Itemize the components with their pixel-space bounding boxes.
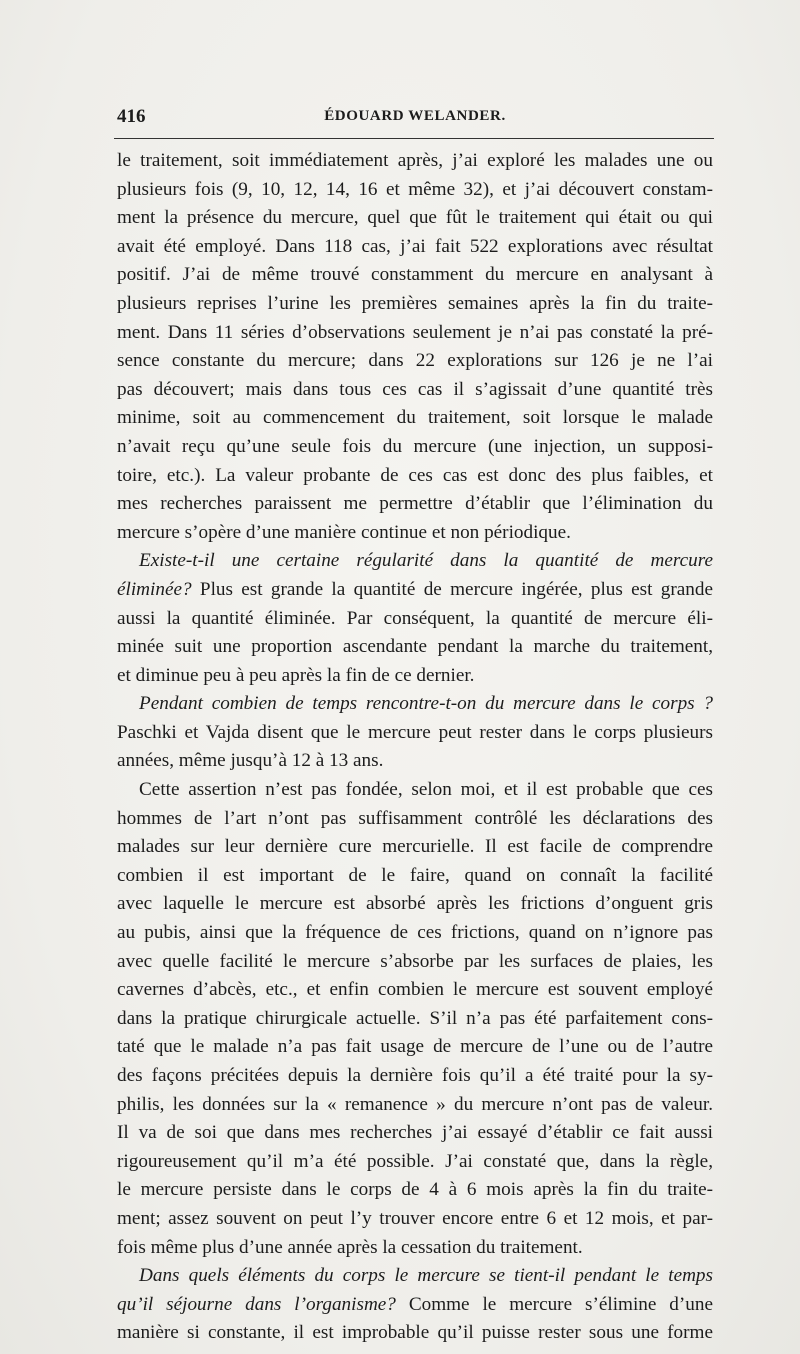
text-run: minée suit une proportion ascendante pendant la marche du traitement,: [117, 636, 713, 658]
text-run: ment la présence du mercure, quel que fût le traitement qui était ou qui: [117, 207, 713, 229]
text-run: plusieurs fois (9, 10, 12, 14, 16 et même 32), et j’ai découvert constam-: [117, 178, 713, 200]
text-line: [117, 519, 713, 548]
text-line: [117, 719, 713, 748]
text-run: mercure s’opère d’une manière continue et non périodique.: [117, 521, 571, 543]
text-run: le mercure persiste dans le corps de 4 à 6 mois après la fin du traite-: [117, 1179, 713, 1201]
page-number: 416: [117, 106, 146, 127]
text-line: [117, 347, 713, 376]
text-line: [117, 147, 713, 176]
text-run: mes recherches paraissent me permettre d’établir que l’élimination du: [117, 493, 713, 515]
text-line: [117, 662, 713, 691]
text-line: [117, 1262, 713, 1291]
italic-text: éliminée?: [117, 578, 192, 600]
text-run: fois même plus d’une année après la cessation du traitement.: [117, 1236, 583, 1258]
text-run: ment; assez souvent on peut l’y trouver encore entre 6 et 12 mois, et par-: [117, 1207, 713, 1229]
text-line: [117, 319, 713, 348]
text-line: [117, 862, 713, 891]
text-line: [117, 776, 713, 805]
text-line: [117, 1234, 713, 1263]
text-run: et diminue peu à peu après la fin de ce dernier.: [117, 664, 475, 686]
text-run: hommes de l’art n’ont pas suffisamment contrôlé les déclarations des: [117, 807, 713, 829]
text-line: [117, 1119, 713, 1148]
body-text: [117, 147, 713, 1348]
text-line: [117, 1319, 713, 1348]
text-run: dans la pratique chirurgicale actuelle. S’il n’a pas été parfaitement cons-: [117, 1007, 713, 1029]
text-line: [117, 1062, 713, 1091]
text-line: [117, 1205, 713, 1234]
text-run: avec quelle facilité le mercure s’absorbe par les surfaces de plaies, les: [117, 950, 713, 972]
text-run: n’avait reçu qu’une seule fois du mercure (une injection, un supposi-: [117, 435, 713, 457]
header-rule: [114, 138, 714, 139]
text-run: aussi la quantité éliminée. Par conséquent, la quantité de mercure éli-: [117, 607, 713, 629]
text-line: [117, 1148, 713, 1177]
text-line: [117, 919, 713, 948]
text-run: des façons précitées depuis la dernière fois qu’il a été traité pour la sy-: [117, 1065, 713, 1086]
text-run: Il va de soi que dans mes recherches j’ai essayé d’établir ce fait aussi: [117, 1122, 713, 1144]
text-run: avait été employé. Dans 118 cas, j’ai fait 522 explorations avec résultat: [117, 235, 713, 257]
italic-text: Existe-t-il une certaine régularité dans la quantité de mercure: [139, 550, 713, 572]
text-run: avec laquelle le mercure est absorbé après les frictions d’onguent gris: [117, 893, 713, 915]
text-line: [117, 576, 713, 605]
text-run: Cette assertion n’est pas fondée, selon moi, et il est probable que ces: [139, 779, 713, 801]
text-line: [117, 1176, 713, 1205]
italic-text: Pendant combien de temps rencontre-t-on du mercure dans le corps ?: [139, 693, 713, 715]
text-run: Plus est grande la quantité de mercure ingérée, plus est grande: [191, 578, 713, 600]
text-line: [117, 605, 713, 634]
text-line: [117, 890, 713, 919]
text-line: [117, 747, 713, 776]
text-run: combien il est important de le faire, quand on connaît la facilité: [117, 864, 713, 886]
italic-text: Dans quels éléments du corps le mercure se tient-il pendant le temps: [139, 1265, 713, 1287]
text-line: [117, 462, 713, 491]
running-head: ÉDOUARD WELANDER.: [324, 108, 506, 124]
text-line: [117, 833, 713, 862]
text-line: [117, 176, 713, 205]
text-line: [117, 204, 713, 233]
text-run: malades sur leur dernière cure mercurielle. Il est facile de comprendre: [117, 836, 713, 858]
text-run: Paschki et Vajda disent que le mercure peut rester dans le corps plusieurs: [117, 721, 713, 743]
text-run: pas découvert; mais dans tous ces cas il s’agissait d’une quantité très: [117, 378, 713, 400]
text-run: sence constante du mercure; dans 22 explorations sur 126 je ne l’ai: [117, 350, 713, 372]
text-run: cavernes d’abcès, etc., et enfin combien le mercure est souvent employé: [117, 979, 713, 1001]
text-line: [117, 1291, 713, 1320]
text-line: [117, 404, 713, 433]
text-run: taté que le malade n’a pas fait usage de mercure de l’une ou de l’autre: [117, 1036, 713, 1058]
text-run: ment. Dans 11 séries d’observations seulement je n’ai pas constaté la pré-: [117, 321, 713, 343]
text-line: [117, 948, 713, 977]
text-run: philis, les données sur la « remanence » du mercure n’ont pas de valeur.: [117, 1093, 713, 1115]
text-line: [117, 1005, 713, 1034]
text-run: le traitement, soit immédiatement après, j’ai exploré les malades une ou: [117, 150, 713, 171]
text-line: [117, 490, 713, 519]
text-line: [117, 805, 713, 834]
text-run: manière si constante, il est improbable qu’il puisse rester sous une forme: [117, 1322, 713, 1344]
text-line: [117, 1033, 713, 1062]
text-run: années, même jusqu’à 12 à 13 ans.: [117, 750, 384, 772]
text-run: au pubis, ainsi que la fréquence de ces frictions, quand on n’ignore pas: [117, 922, 713, 944]
text-line: [117, 690, 713, 719]
text-line: [117, 290, 713, 319]
text-line: [117, 976, 713, 1005]
text-line: [117, 547, 713, 576]
text-run: Comme le mercure s’élimine d’une: [395, 1293, 713, 1315]
text-line: [117, 633, 713, 662]
text-line: [117, 376, 713, 405]
text-run: positif. J’ai de même trouvé constamment du mercure en analysant à: [117, 264, 713, 286]
text-line: [117, 233, 713, 262]
text-line: [117, 1091, 713, 1120]
text-line: [117, 261, 713, 290]
text-run: plusieurs reprises l’urine les premières semaines après la fin du traite-: [117, 292, 713, 314]
italic-text: qu’il séjourne dans l’organisme?: [117, 1293, 396, 1315]
text-run: minime, soit au commencement du traitement, soit lorsque le malade: [117, 407, 713, 429]
page-header: [117, 104, 713, 130]
text-run: toire, etc.). La valeur probante de ces cas est donc des plus faibles, et: [117, 464, 713, 486]
text-run: rigoureusement qu’il m’a été possible. J’ai constaté que, dans la règle,: [117, 1150, 713, 1172]
text-line: [117, 433, 713, 462]
